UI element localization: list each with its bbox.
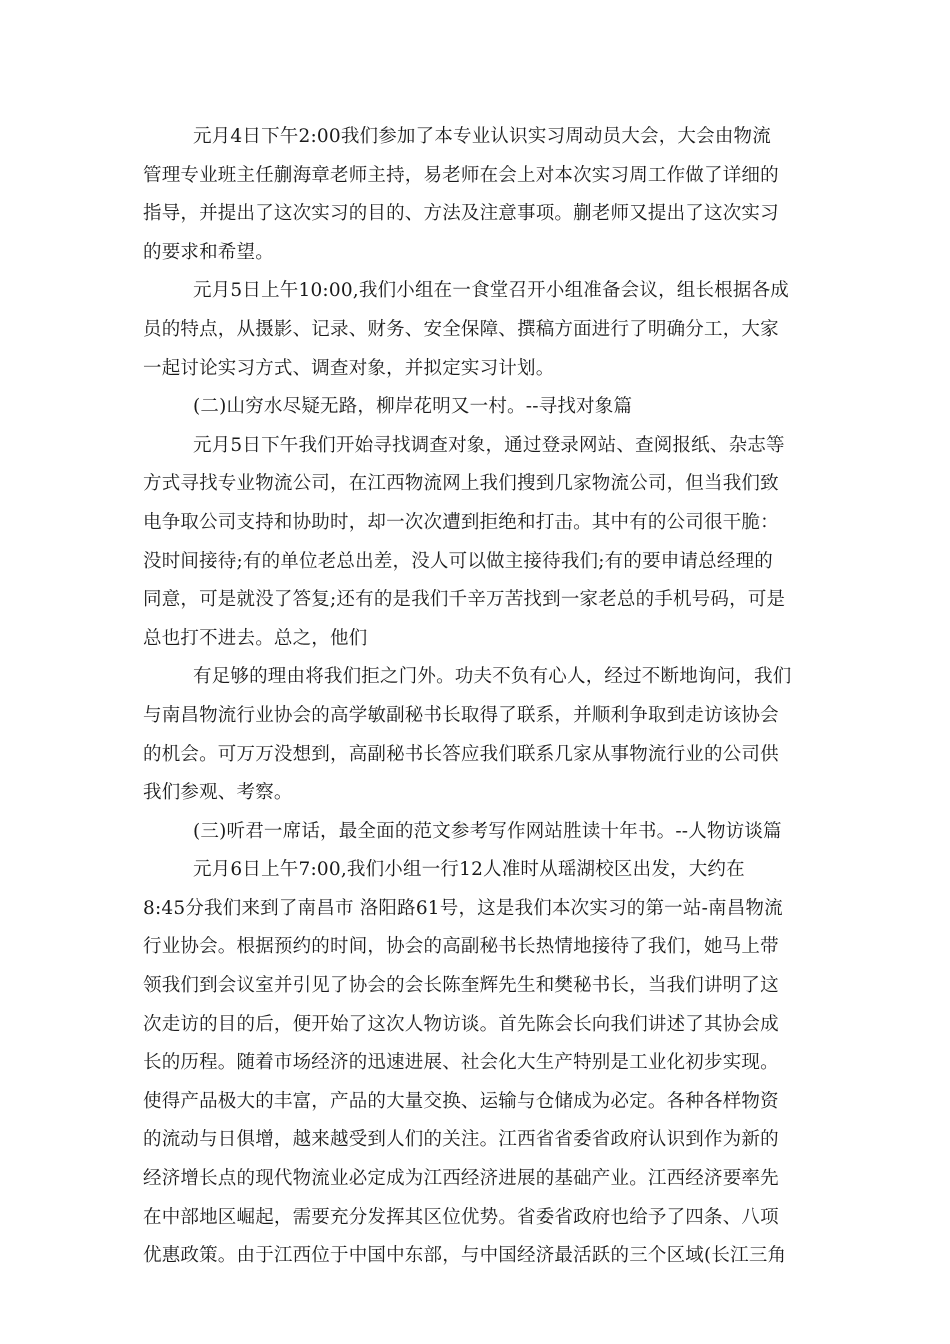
text-line: 长的历程。随着市场经济的迅速进展、社会化大生产特别是工业化初步实现。 bbox=[143, 1052, 779, 1074]
paragraph-first-line: (二)山穷水尽疑无路，柳岸花明又一村。--寻找对象篇 bbox=[193, 396, 633, 418]
text-line: 8:45分我们来到了南昌市 洛阳路61号，这是我们本次实习的第一站-南昌物流 bbox=[143, 897, 783, 919]
paragraph-first-line: 有足够的理由将我们拒之门外。功夫不负有心人，经过不断地询问，我们 bbox=[193, 666, 792, 688]
paragraph-first-line: 元月6日上午7:00,我们小组一行12人准时从瑶湖校区出发，大约在 bbox=[193, 859, 745, 881]
text-line: 使得产品极大的丰富，产品的大量交换、运输与仓储成为必定。各种各样物资 bbox=[143, 1090, 779, 1112]
text-line: 指导，并提出了这次实习的目的、方法及注意事项。蒯老师又提出了这次实习 bbox=[143, 203, 779, 225]
text-line: 一起讨论实习方式、调查对象，并拟定实习计划。 bbox=[143, 357, 555, 379]
paragraph-first-line: 元月5日上午10:00,我们小组在一食堂召开小组准备会议，组长根据各成 bbox=[193, 280, 789, 302]
text-line: 方式寻找专业物流公司，在江西物流网上我们搜到几家物流公司，但当我们致 bbox=[143, 473, 779, 495]
paragraph-first-line: 元月5日下午我们开始寻找调查对象，通过登录网站、查阅报纸、杂志等 bbox=[193, 434, 785, 456]
text-line: 的机会。可万万没想到，高副秘书长答应我们联系几家从事物流行业的公司供 bbox=[143, 743, 779, 765]
text-line: 行业协会。根据预约的时间，协会的高副秘书长热情地接待了我们，她马上带 bbox=[143, 936, 779, 958]
text-line: 次走访的目的后，便开始了这次人物访谈。首先陈会长向我们讲述了其协会成 bbox=[143, 1013, 779, 1035]
text-line: 领我们到会议室并引见了协会的会长陈奎辉先生和樊秘书长，当我们讲明了这 bbox=[143, 975, 779, 997]
text-line: 管理专业班主任蒯海章老师主持，易老师在会上对本次实习周工作做了详细的 bbox=[143, 164, 779, 186]
document-body bbox=[143, 118, 808, 1276]
paragraph-first-line: (三)听君一席话，最全面的范文参考写作网站胜读十年书。--人物访谈篇 bbox=[193, 820, 782, 842]
text-line: 与南昌物流行业协会的高学敏副秘书长取得了联系，并顺利争取到走访该协会 bbox=[143, 704, 779, 726]
text-line: 总也打不进去。总之，他们 bbox=[143, 627, 368, 649]
text-line: 经济增长点的现代物流业必定成为江西经济进展的基础产业。江西经济要率先 bbox=[143, 1168, 779, 1190]
text-line: 员的特点，从摄影、记录、财务、安全保障、撰稿方面进行了明确分工，大家 bbox=[143, 318, 779, 340]
text-line: 的要求和希望。 bbox=[143, 241, 274, 263]
text-line: 电争取公司支持和协助时，却一次次遭到拒绝和打击。其中有的公司很干脆： bbox=[143, 511, 779, 533]
text-line: 我们参观、考察。 bbox=[143, 782, 293, 804]
text-line: 的流动与日俱增，越来越受到人们的关注。江西省省委省政府认识到作为新的 bbox=[143, 1129, 779, 1151]
text-line: 没时间接待;有的单位老总出差，没人可以做主接待我们;有的要申请总经理的 bbox=[143, 550, 773, 572]
text-line: 在中部地区崛起，需要充分发挥其区位优势。省委省政府也给予了四条、八项 bbox=[143, 1206, 779, 1228]
paragraph-first-line: 元月4日下午2:00我们参加了本专业认识实习周动员大会，大会由物流 bbox=[193, 126, 771, 147]
text-line: 优惠政策。由于江西位于中国中东部，与中国经济最活跃的三个区域(长江三角 bbox=[143, 1245, 787, 1267]
text-line: 同意，可是就没了答复;还有的是我们千辛万苦找到一家老总的手机号码，可是 bbox=[143, 589, 786, 611]
